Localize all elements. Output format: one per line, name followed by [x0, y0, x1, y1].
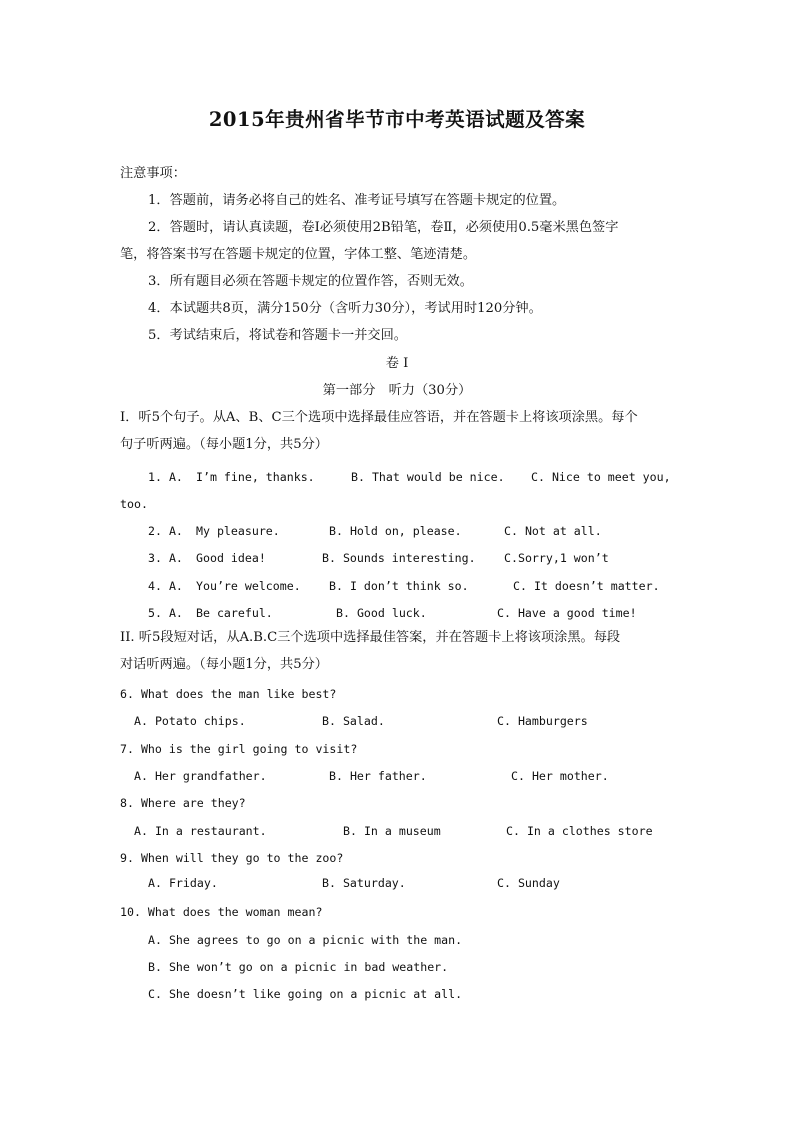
q8-option-a: A. In a restaurant.: [134, 824, 267, 838]
q5-option-a: Be careful.: [196, 606, 273, 620]
notice-heading: 注意事项：: [120, 166, 186, 181]
q3-option-a: Good idea!: [196, 551, 266, 565]
q3-number: 3. A.: [148, 551, 183, 565]
q8-question: 8. Where are they?: [120, 796, 246, 810]
q5-number: 5. A.: [148, 606, 183, 620]
notice-item: 4．本试题共8页，满分150分（含听力30分），考试用时120分钟。: [148, 301, 542, 316]
q2-option-b: B. Hold on, please.: [329, 524, 462, 538]
q5-option-c: C. Have a good time!: [497, 606, 637, 620]
section1-instruction: 句子听两遍。（每小题1分，共5分）: [120, 437, 328, 452]
q7-question: 7. Who is the girl going to visit?: [120, 742, 358, 756]
q2-number: 2. A.: [148, 524, 183, 538]
q4-option-c: C. It doesn’t matter.: [513, 579, 660, 593]
notice-item: 2．答题时，请认真读题，卷Ⅰ必须使用2B铅笔，卷Ⅱ，必须使用0.5毫米黑色签字: [148, 220, 619, 235]
volume-heading: 卷 I: [385, 356, 409, 371]
q4-number: 4. A.: [148, 579, 183, 593]
section2-instruction: 对话听两遍。（每小题1分，共5分）: [120, 657, 328, 672]
q10-question: 10. What does the woman mean?: [120, 905, 323, 919]
q1-option-b: B. That would be nice.: [351, 470, 505, 484]
part-heading: 第一部分 听力（30分）: [322, 383, 472, 398]
q7-option-a: A. Her grandfather.: [134, 769, 267, 783]
q6-option-c: C. Hamburgers: [497, 714, 588, 728]
q9-option-c: C. Sunday: [497, 876, 560, 890]
q3-option-b: B. Sounds interesting.: [322, 551, 476, 565]
q8-option-b: B. In a museum: [343, 824, 441, 838]
q6-option-b: B. Salad.: [322, 714, 385, 728]
notice-item: 3．所有题目必须在答题卡规定的位置作答，否则无效。: [148, 274, 473, 289]
q1-option-c: C. Nice to meet you,: [531, 470, 671, 484]
q1-option-c-cont: too.: [120, 497, 148, 511]
q10-option-b: B. She won’t go on a picnic in bad weather.: [148, 960, 449, 974]
section1-instruction: I．听5个句子。从A、B、C三个选项中选择最佳应答语，并在答题卡上将该项涂黑。每个: [120, 410, 638, 425]
q10-option-a: A. She agrees to go on a picnic with the man.: [148, 933, 463, 947]
notice-item: 5．考试结束后，将试卷和答题卡一并交回。: [148, 328, 407, 343]
notice-item: 1．答题前，请务必将自己的姓名、准考证号填写在答题卡规定的位置。: [148, 193, 566, 208]
q10-option-c: C. She doesn’t like going on a picnic at all.: [148, 987, 463, 1001]
q7-option-b: B. Her father.: [329, 769, 427, 783]
q2-option-c: C. Not at all.: [504, 524, 602, 538]
q7-option-c: C. Her mother.: [511, 769, 609, 783]
q5-option-b: B. Good luck.: [336, 606, 427, 620]
q6-question: 6. What does the man like best?: [120, 687, 337, 701]
q9-option-b: B. Saturday.: [322, 876, 406, 890]
notice-item: 笔，将答案书写在答题卡规定的位置，字体工整、笔迹清楚。: [120, 247, 477, 262]
page-title: 2015年贵州省毕节市中考英语试题及答案: [208, 108, 586, 131]
q2-option-a: My pleasure.: [196, 524, 280, 538]
q3-option-c: C.Sorry,1 won’t: [504, 551, 609, 565]
q9-question: 9. When will they go to the zoo?: [120, 851, 344, 865]
q1-number: 1. A.: [148, 470, 183, 484]
q4-option-a: You’re welcome.: [196, 579, 301, 593]
q8-option-c: C. In a clothes store: [506, 824, 653, 838]
q6-option-a: A. Potato chips.: [134, 714, 246, 728]
section2-instruction: II. 听5段短对话，从A.B.C三个选项中选择最佳答案，并在答题卡上将该项涂黑。每段: [120, 630, 621, 645]
q4-option-b: B. I don’t think so.: [329, 579, 469, 593]
q9-option-a: A. Friday.: [148, 876, 218, 890]
q1-option-a: I’m fine, thanks.: [196, 470, 315, 484]
